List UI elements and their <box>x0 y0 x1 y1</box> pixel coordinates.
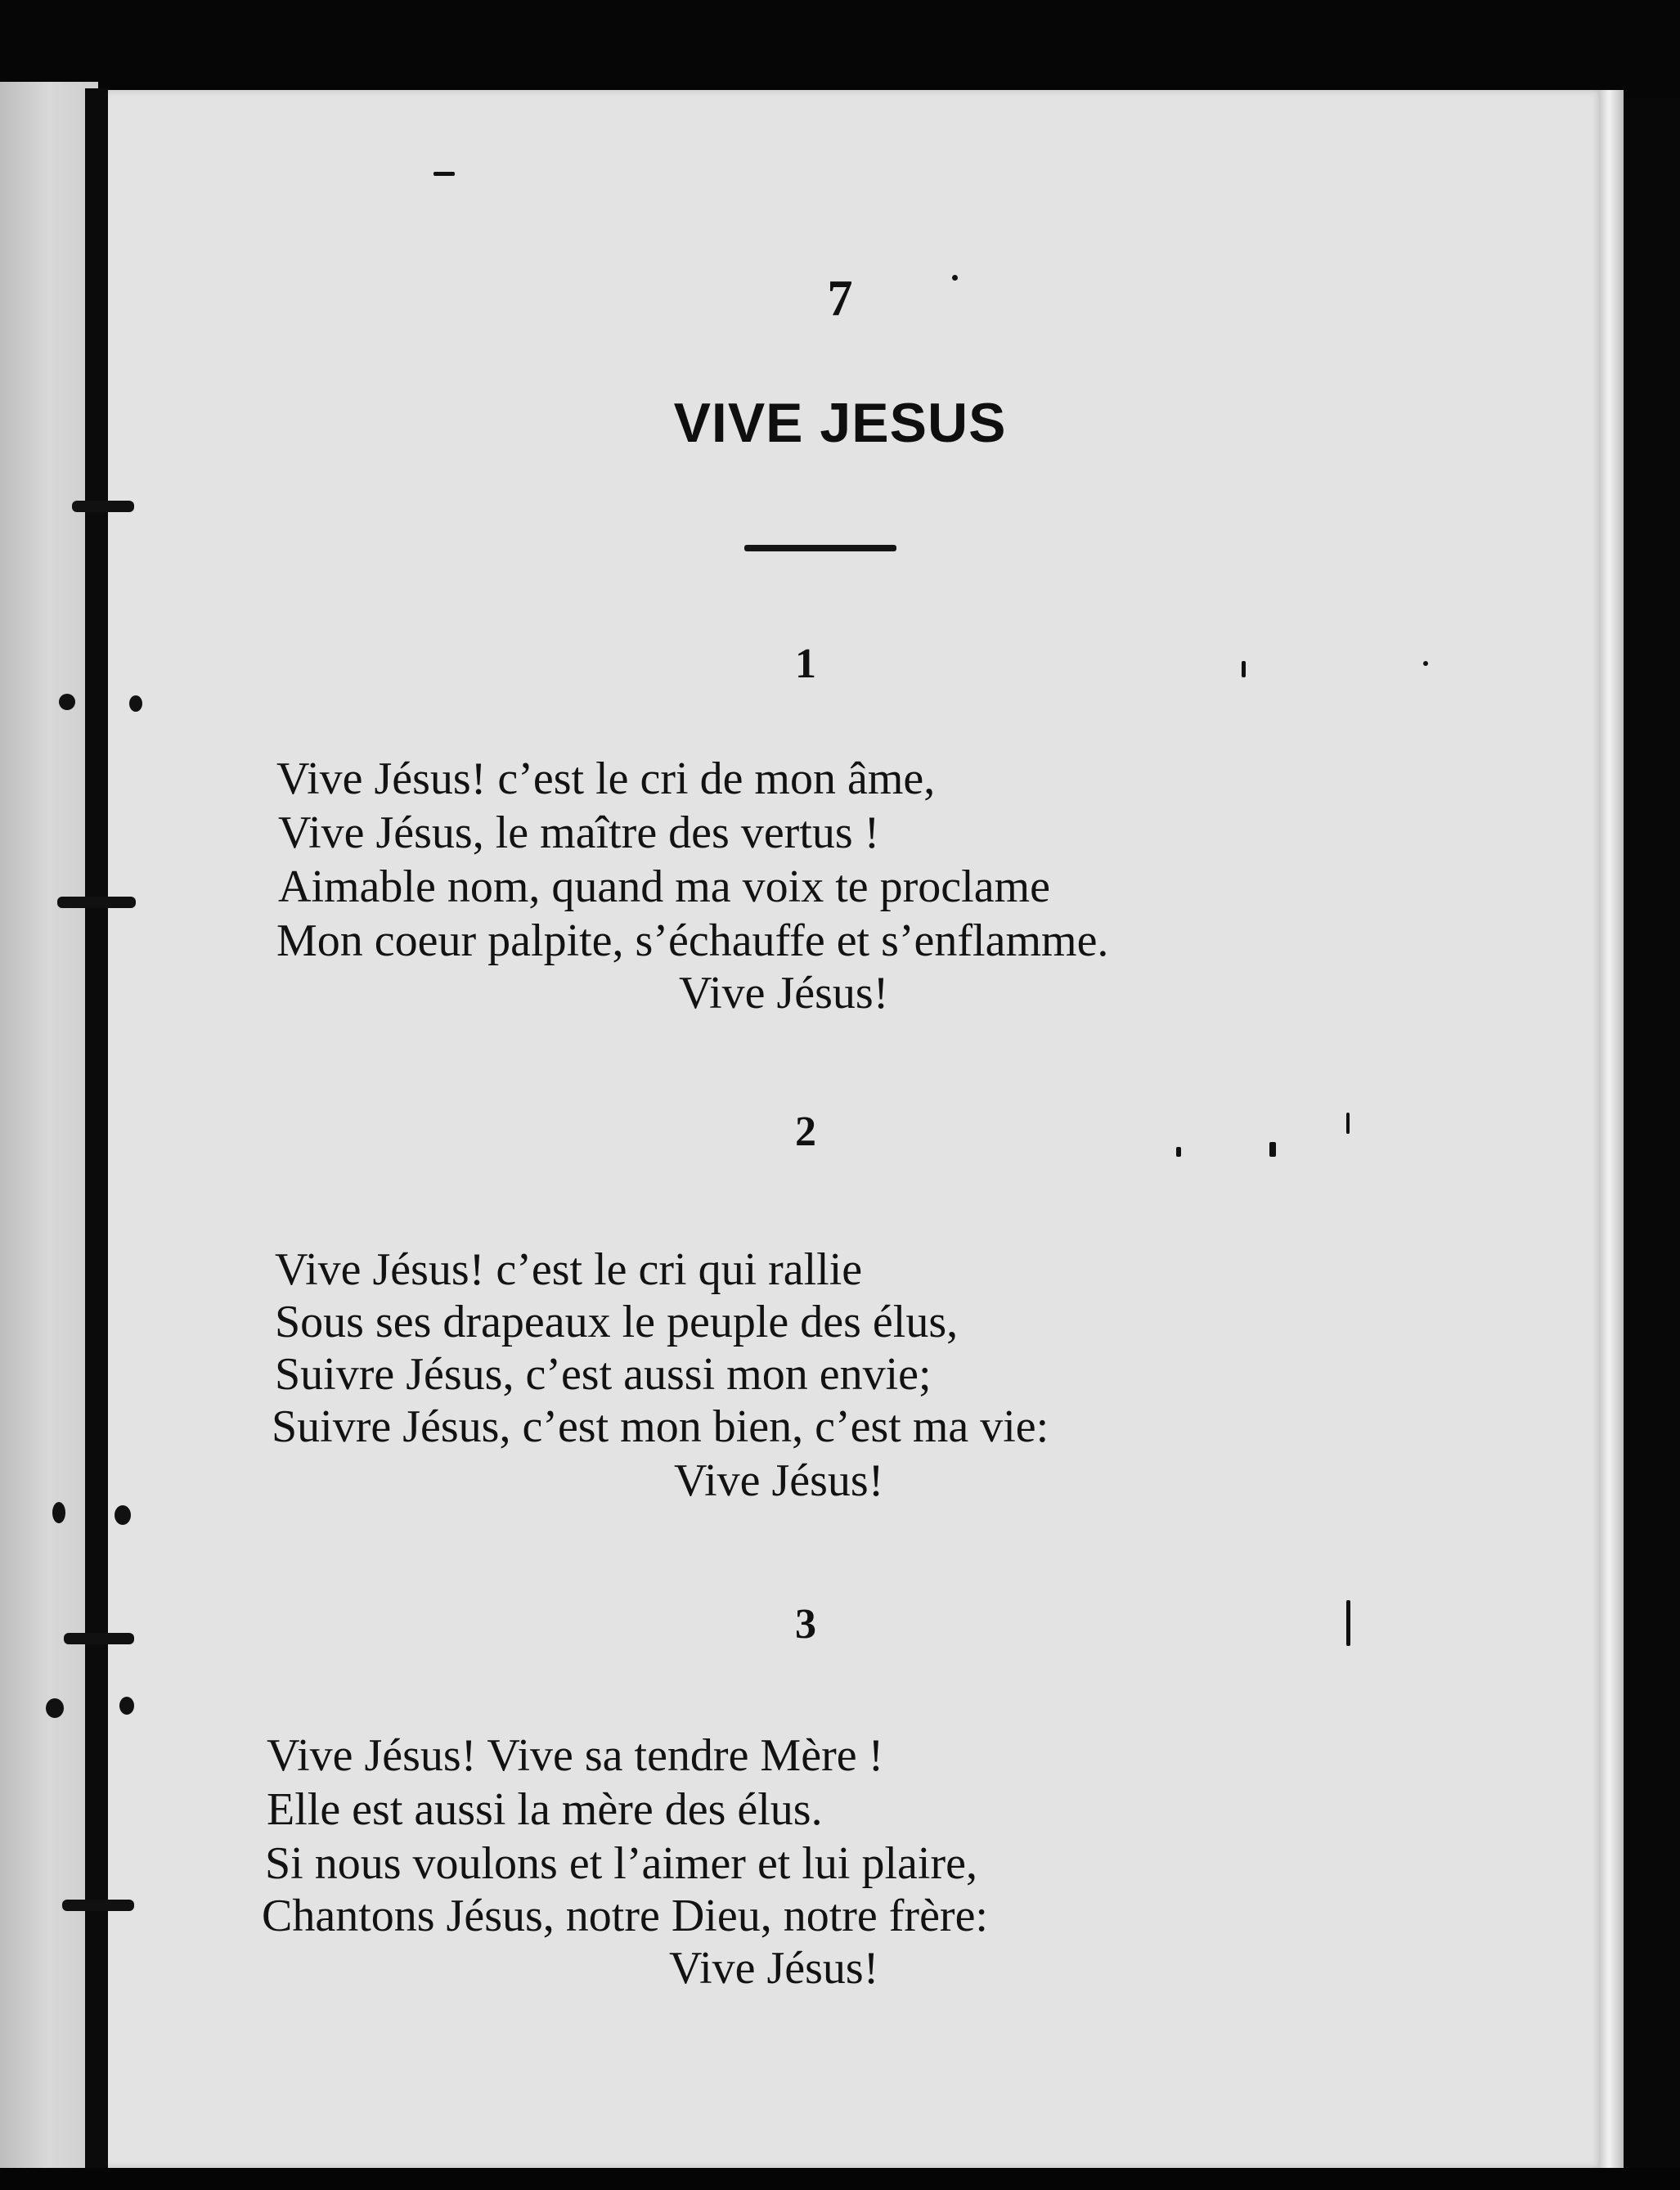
verse-line: Vive Jésus! c’est le cri qui rallie <box>275 1244 863 1295</box>
binding-mark <box>62 1900 134 1911</box>
refrain-line: Vive Jésus! <box>669 1943 879 1994</box>
verse-line: Si nous voulons et l’aimer et lui plaire, <box>265 1838 977 1889</box>
title-rule <box>744 545 896 551</box>
song-title: VIVE JESUS <box>673 392 1007 454</box>
verse-line: Chantons Jésus, notre Dieu, notre frère: <box>262 1891 988 1941</box>
verse-line: Vive Jésus! Vive sa tendre Mère ! <box>267 1730 884 1781</box>
verse-line: Elle est aussi la mère des élus. <box>267 1784 823 1835</box>
binding-mark <box>57 897 136 908</box>
verse-line: Suivre Jésus, c’est aussi mon envie; <box>275 1349 932 1400</box>
refrain-line: Vive Jésus! <box>674 1455 884 1506</box>
page-number: 7 <box>827 271 853 326</box>
binding-mark <box>59 694 75 710</box>
binding-mark <box>72 501 134 512</box>
verse-line: Suivre Jésus, c’est mon bien, c’est ma vie: <box>272 1401 1049 1452</box>
verse-line: Vive Jésus, le maître des vertus ! <box>278 807 880 858</box>
verse-line: Vive Jésus! c’est le cri de mon âme, <box>276 753 936 804</box>
scan-border-bottom <box>0 2168 1680 2190</box>
binding-mark <box>115 1505 131 1525</box>
stanza-number: 2 <box>795 1108 816 1155</box>
binding-mark <box>129 695 142 712</box>
binding-mark <box>119 1697 134 1715</box>
refrain-line: Vive Jésus! <box>679 968 889 1019</box>
verse-line: Mon coeur palpite, s’échauffe et s’enflamme. <box>276 915 1109 966</box>
scan-speck <box>433 172 455 176</box>
stanza-number: 3 <box>795 1601 816 1648</box>
binding-mark <box>52 1502 65 1523</box>
verse-line: Aimable nom, quand ma voix te proclame <box>278 861 1050 912</box>
stanza-number: 1 <box>795 641 816 687</box>
binding-mark <box>46 1698 64 1718</box>
verse-line: Sous ses drapeaux le peuple des élus, <box>275 1297 959 1347</box>
scan-border-top <box>0 0 1680 98</box>
